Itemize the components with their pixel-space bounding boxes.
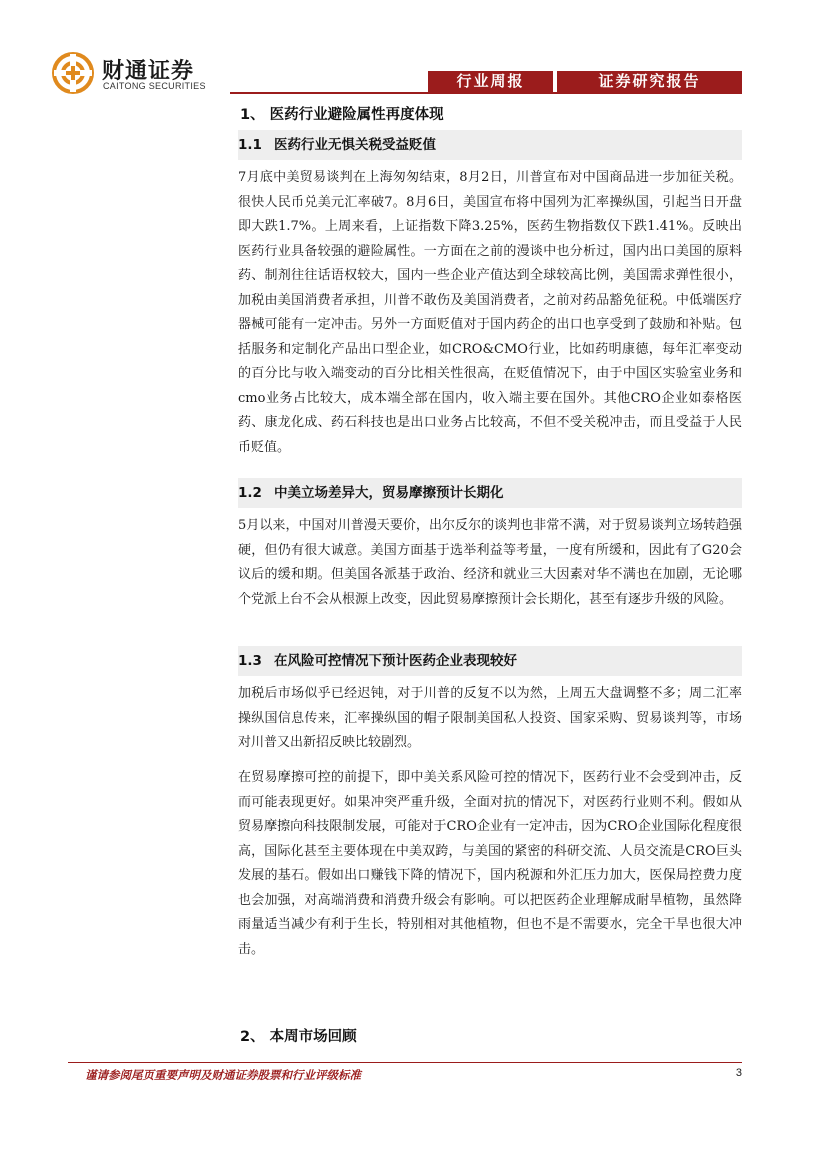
subsection-1-3-heading xyxy=(238,646,742,676)
subsection-1-1-heading xyxy=(238,130,742,160)
logo-english-name: CAITONG SECURITIES xyxy=(103,81,206,91)
footer-divider xyxy=(68,1062,742,1063)
subsection-title: 中美立场差异大，贸易摩擦预计长期化 xyxy=(274,485,504,501)
subsection-title: 在风险可控情况下预计医药企业表现较好 xyxy=(274,653,517,669)
logo-chinese-name: 财通证券 xyxy=(102,59,195,84)
caitong-logo-icon xyxy=(52,52,94,94)
subsection-1-2-heading xyxy=(238,478,742,508)
subsection-number: 1.3 xyxy=(238,653,262,669)
subsection-title: 医药行业无惧关税受益贬值 xyxy=(274,137,436,153)
company-logo xyxy=(52,52,222,94)
section-2-title: 2、 本周市场回顾 xyxy=(240,1029,357,1045)
header-divider xyxy=(230,92,742,94)
section-1-title: 1、 医药行业避险属性再度体现 xyxy=(240,107,444,123)
paragraph: 7月底中美贸易谈判在上海匆匆结束，8月2日，川普宣布对中国商品进一步加征关税。很快人民币兑美元汇率破7。8月6日，美国宣布将中国列为汇率操纵国，引起当日开盘即大跌1.7%。上周来看，上证指数下降3.25%，医药生物指数仅下跌1.41%。反映出医药行业具备较强的避险属性。一方面在之前的漫谈中也分析过，国内出口美国的原料药、制剂往往话语权较大，国内一些企业产值达到全球较高比例，美国需求弹性很小，加税由美国消费者承担，川普不敢伤及美国消费者，之前对药品豁免征税。中低端医疗器械可能有一定冲击。另外一方面贬值对于国内药企的出口也享受到了鼓励和补贴。包括服务和定制化产品出口型企业，如CRO&CMO行业，比如药明康德，每年汇率变动的百分比与收入端变动的百分比相关性很高，在贬值情况下，由于中国区实验室业务和cmo业务占比较大，成本端全部在国内，收入端主要在国外。其他CRO企业如泰格医药、康龙化成、药石科技也是出口业务占比较高，不但不受关税冲击，而且受益于人民币贬值。 xyxy=(238,170,742,455)
report-type-tag: 行业周报 xyxy=(428,71,553,92)
footer-disclaimer: 谨请参阅尾页重要声明及财通证券股票和行业评级标准 xyxy=(85,1068,361,1082)
subsection-number: 1.1 xyxy=(238,137,262,153)
page-number: 3 xyxy=(735,1067,742,1079)
paragraph: 在贸易摩擦可控的前提下，即中美关系风险可控的情况下，医药行业不会受到冲击，反而可能表现更好。如果冲突严重升级，全面对抗的情况下，对医药行业则不利。假如从贸易摩擦向科技限制发展，可能对于CRO企业有一定冲击，因为CRO企业国际化程度很高，国际化甚至主要体现在中美双跨，与美国的紧密的科研交流、人员交流是CRO巨头发展的基石。假如出口赚钱下降的情况下，国内税源和外汇压力加大，医保局控费力度也会加强，对高端消费和消费升级会有影响。可以把医药企业理解成耐旱植物，虽然降雨量适当减少有利于生长，特别相对其他植物，但也不是不需要水，完全干旱也很大冲击。 xyxy=(238,770,742,957)
paragraph: 加税后市场似乎已经迟钝，对于川普的反复不以为然，上周五大盘调整不多；周二汇率操纵国信息传来，汇率操纵国的帽子限制美国私人投资、国家采购、贸易谈判等，市场对川普又出新招反映比较剧烈。 xyxy=(238,686,742,750)
subsection-number: 1.2 xyxy=(238,485,262,501)
paragraph: 5月以来，中国对川普漫天要价，出尔反尔的谈判也非常不满，对于贸易谈判立场转趋强硬，但仍有很大诚意。美国方面基于选举利益等考量，一度有所缓和，因此有了G20会议后的缓和期。但美国各派基于政治、经济和就业三大因素对华不满也在加剧，无论哪个党派上台不会从根源上改变，因此贸易摩擦预计会长期化，甚至有逐步升级的风险。 xyxy=(238,518,742,607)
report-category-tag: 证券研究报告 xyxy=(557,71,742,92)
